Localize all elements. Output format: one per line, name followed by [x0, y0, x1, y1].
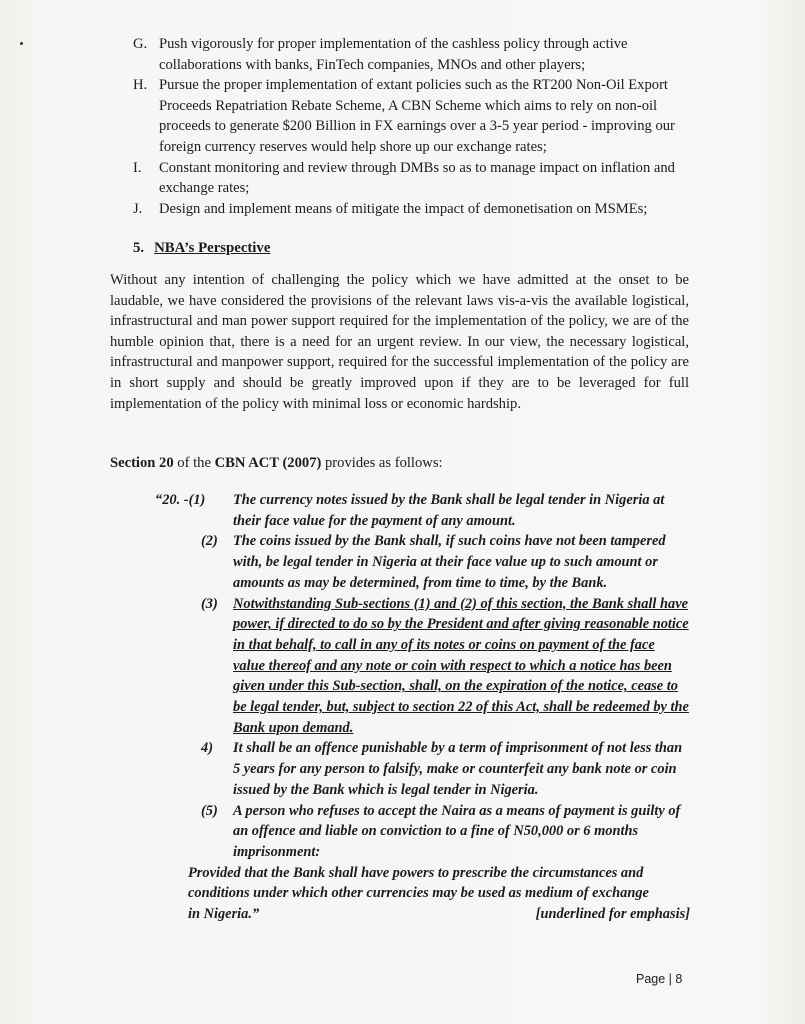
subsection-number: 4)	[201, 740, 213, 757]
section-ref: Section 20	[110, 455, 174, 471]
subsection-text-underlined: Notwithstanding Sub-sections (1) and (2) of this section, the Bank shall have power, if directed to do so by the President and after giving reasonable notice in that behalf, to call in any of its notes or coins on payment of the face value thereof and any note or coin with respect to which a notice has been given under this Sub-section, shall, on the expiration of the notice, cease to be legal tender, but, subject to section 22 of this Act, shall be redeemed by the Bank upon demand.	[233, 595, 689, 736]
list-marker: J.	[133, 200, 143, 217]
subsection-2	[155, 531, 690, 593]
list-item	[133, 158, 693, 199]
statute-quote	[155, 490, 690, 925]
list-item	[133, 75, 693, 157]
scan-speck	[20, 42, 23, 45]
subsection-text: It shall be an offence punishable by a term of imprisonment of not less than 5 years for any person to falsify, make or counterfeit any bank note or coin issued by the Bank which is legal tender in Nigeria.	[233, 740, 683, 798]
list-item	[133, 34, 693, 75]
subsection-number: (3)	[201, 595, 218, 612]
proviso-end: in Nigeria.”	[188, 906, 260, 923]
section-number: 5.	[133, 240, 145, 256]
list-item-text: Design and implement means of mitigate the impact of demonetisation on MSMEs;	[159, 200, 648, 217]
proviso	[188, 863, 690, 925]
subsection-text: The currency notes issued by the Bank shall be legal tender in Nigeria at their face value for the payment of any amount.	[233, 492, 665, 529]
page-number: Page | 8	[636, 972, 683, 986]
act-ref: CBN ACT (2007)	[214, 455, 322, 471]
list-marker: H.	[133, 77, 148, 94]
list-item-text: Pursue the proper implementation of extant policies such as the RT200 Non-Oil Export Proceeds Repatriation Rebate Scheme, A CBN Scheme which aims to rely on non-oil proceeds to generate $200 Billion in FX earnings over a 3-5 year period - improving our foreign currency reserves would help shore up our exchange rates;	[159, 77, 675, 155]
subsection-number: “20. -(1)	[155, 492, 206, 508]
section-title: NBA’s Perspective	[154, 240, 271, 256]
section-20-intro: Section 20 of the CBN ACT (2007) provides as follows:	[110, 455, 443, 471]
subsection-5	[155, 801, 690, 863]
perspective-paragraph: Without any intention of challenging the policy which we have admitted at the onset to be laudable, we have considered the provisions of the relevant laws vis-a-vis the available logistical, infrastructural and man power support required for the implementation of the policy, we are of the humble opinion that, there is a need for an urgent review. In our view, the necessary logistical, infrastructural and manpower support, required for the successful implementation of the policy are in short supply and should be greatly improved upon if they are to be leveraged for full implementation of the policy with minimal loss or economic hardship.	[110, 272, 689, 412]
proviso-text: Provided that the Bank shall have powers to prescribe the circumstances and conditions under which other currencies may be used as medium of exchange	[188, 864, 649, 902]
subsection-1	[155, 490, 690, 531]
subsection-4	[155, 738, 690, 800]
subsection-text: A person who refuses to accept the Naira as a means of payment is guilty of an offence and liable on conviction to a fine of N50,000 or 6 months imprisonment:	[233, 802, 681, 860]
subsection-3	[155, 594, 690, 739]
list-item-text: Push vigorously for proper implementation of the cashless policy through active collaborations with banks, FinTech companies, MNOs and other players;	[159, 36, 628, 73]
subsection-number: (5)	[201, 802, 218, 819]
list-item-text: Constant monitoring and review through DMBs so as to manage impact on inflation and exchange rates;	[159, 159, 675, 197]
recommendation-list	[133, 34, 693, 219]
list-marker: I.	[133, 159, 142, 176]
section-heading	[133, 240, 270, 257]
list-marker: G.	[133, 36, 148, 52]
list-item	[133, 199, 693, 220]
emphasis-note: [underlined for emphasis]	[535, 906, 690, 923]
subsection-number: (2)	[201, 533, 218, 550]
subsection-text: The coins issued by the Bank shall, if such coins have not been tampered with, be legal tender in Nigeria at their face value up to such amount or amounts as may be determined, from time to time, by the Bank.	[233, 533, 666, 591]
